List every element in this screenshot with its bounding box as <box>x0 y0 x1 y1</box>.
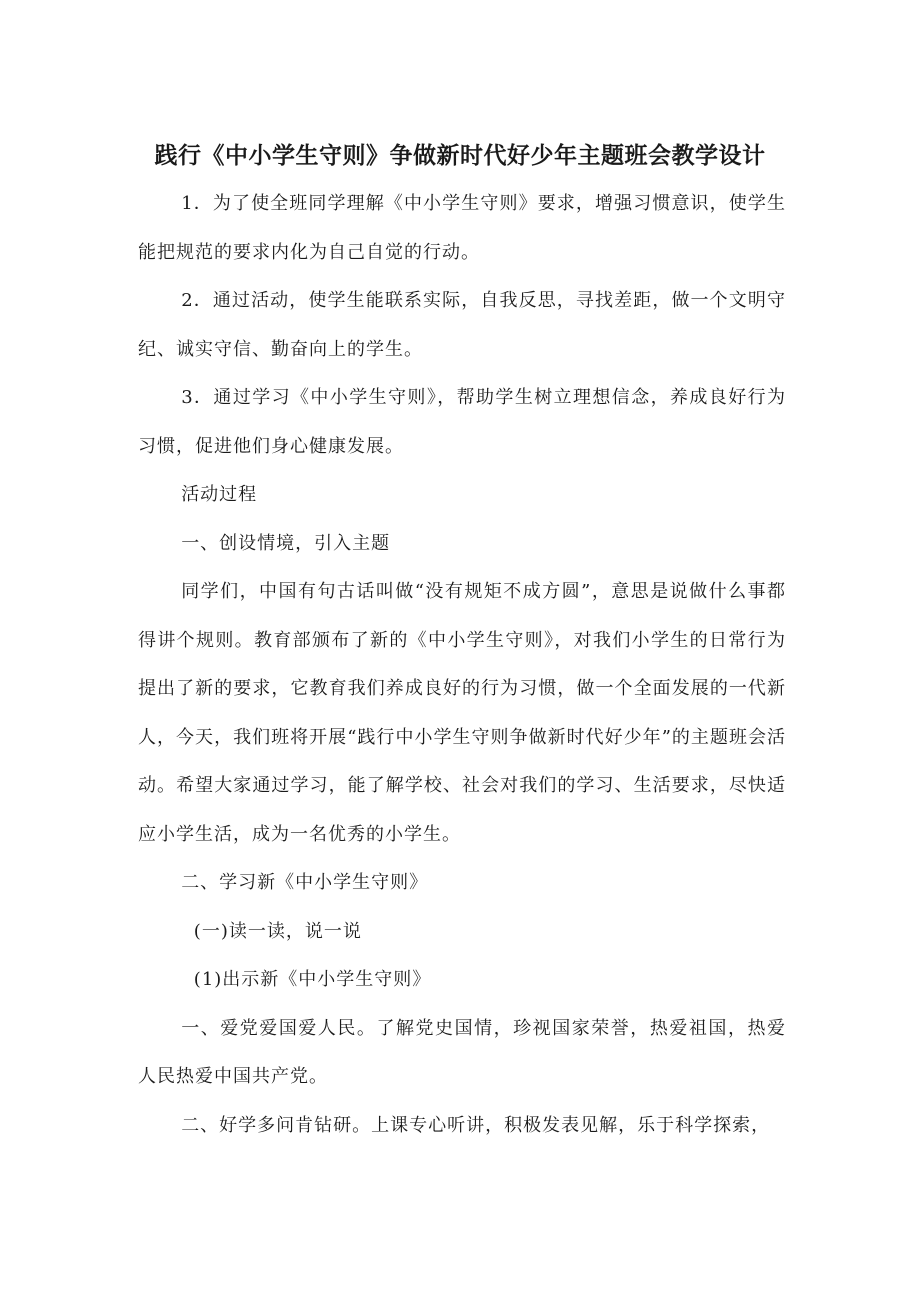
rule-2: 二、好学多问肯钻研。上课专心听讲，积极发表见解，乐于科学探索， <box>181 1114 771 1136</box>
section-heading-activity-process: 活动过程 <box>181 484 258 505</box>
subsection-heading: (一)读一读，说一说 <box>193 920 362 942</box>
document-body <box>138 180 786 1150</box>
objective-3: 3．通过学习《中小学生守则》，帮助学生树立理想信念，养成良好行为习惯，促进他们身心健康发展。 <box>138 387 786 457</box>
rule-1: 一、爱党爱国爱人民。了解党史国情，珍视国家荣誉，热爱祖国，热爱人民热爱中国共产党。 <box>138 1017 786 1087</box>
intro-paragraph: 同学们，中国有句古话叫做“没有规矩不成方圆”，意思是说做什么事都得讲个规则。教育部颁布了新的《中小学生守则》，对我们小学生的日常行为提出了新的要求，它教育我们养成良好的行为习惯，做一个全面发展的一代新人，今天，我们班将开展“践行中小学生守则争做新时代好少年”的主题班会活动。希望大家通过学习，能了解学校、社会对我们的学习、生活要求，尽快适应小学生活，成为一名优秀的小学生。 <box>138 581 786 845</box>
section-heading-1: 一、创设情境，引入主题 <box>181 532 391 554</box>
objective-2: 2．通过活动，使学生能联系实际，自我反思，寻找差距，做一个文明守纪、诚实守信、勤奋向上的学生。 <box>138 290 786 360</box>
document-title: 践行《中小学生守则》争做新时代好少年主题班会教学设计 <box>154 143 766 169</box>
section-heading-2: 二、学习新《中小学生守则》 <box>181 872 429 893</box>
list-heading: (1)出示新《中小学生守则》 <box>193 969 432 990</box>
objective-1: 1．为了使全班同学理解《中小学生守则》要求，增强习惯意识，使学生能把规范的要求内化为自己自觉的行动。 <box>138 193 786 263</box>
